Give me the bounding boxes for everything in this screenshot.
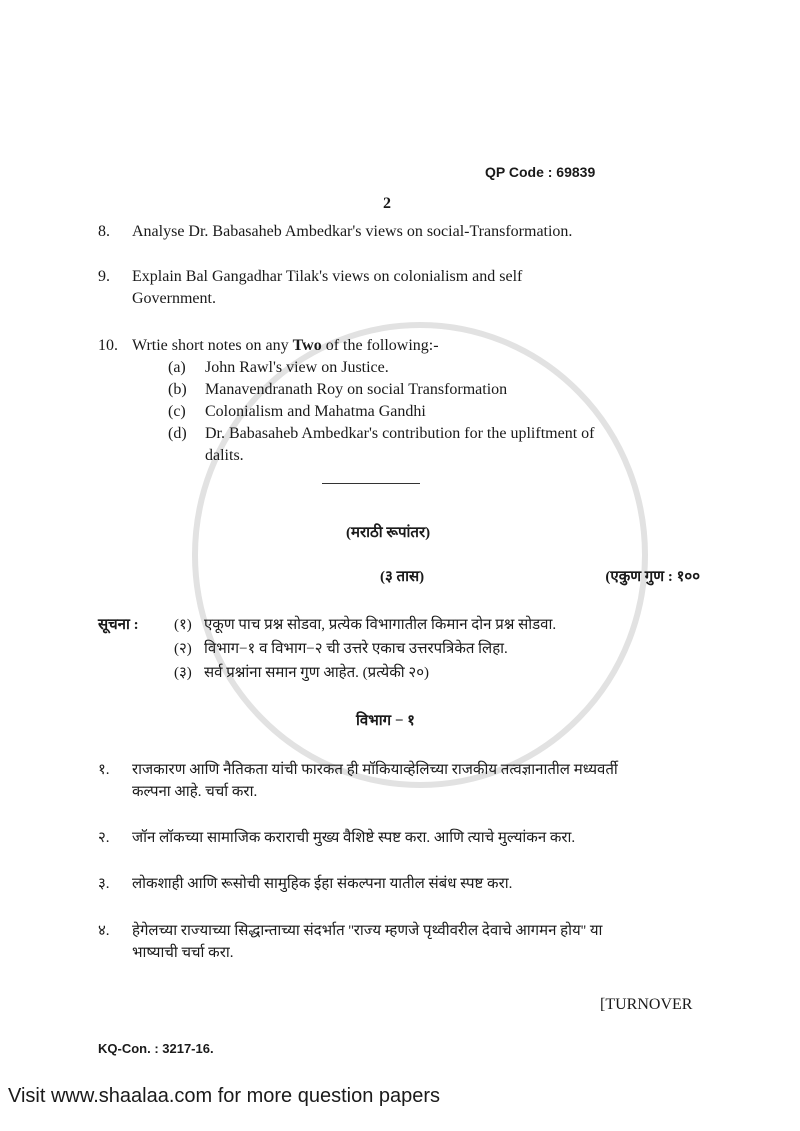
question-text	[132, 335, 700, 357]
question-text: भाष्याची चर्चा करा.	[132, 945, 234, 961]
instruction-text: विभाग−१ व विभाग−२ ची उत्तरे एकाच उत्तरपत्रिकेत लिहा.	[204, 641, 508, 657]
marathi-question-3	[98, 873, 700, 895]
intro-bold: Two	[292, 337, 322, 354]
section-heading: विभाग − १	[356, 713, 415, 729]
page-number: 2	[383, 195, 391, 212]
question-text: हेगेलच्या राज्याच्या सिद्धान्ताच्या संदर्भात ''राज्य म्हणजे पृथ्वीवरील देवाचे आगमन होय'' या	[132, 923, 603, 939]
question-text: लोकशाही आणि रूसोची सामुहिक ईहा संकल्पना यातील संबंध स्पष्ट करा.	[132, 876, 513, 892]
turnover-note: [TURNOVER	[600, 996, 693, 1013]
intro-text: of the following:-	[321, 337, 439, 354]
option-text: dalits.	[205, 447, 244, 464]
marathi-title: (मराठी रूपांतर)	[346, 525, 431, 541]
instruction-number: (२)	[174, 641, 192, 657]
instruction-3	[98, 662, 700, 684]
instructions-label: सूचना :	[98, 617, 139, 633]
question-text: कल्पना आहे. चर्चा करा.	[132, 784, 258, 800]
instruction-text: एकूण पाच प्रश्न सोडवा, प्रत्येक विभागातील किमान दोन प्रश्न सोडवा.	[204, 617, 557, 633]
option-text: Dr. Babasaheb Ambedkar's contribution for the upliftment of	[205, 425, 595, 442]
question-number: 10.	[98, 337, 118, 354]
duration: (३ तास)	[380, 569, 425, 585]
option-label: (a)	[168, 359, 186, 376]
question-8	[98, 221, 700, 243]
option-text: Manavendranath Roy on social Transformation	[205, 381, 508, 398]
question-9	[98, 266, 700, 310]
instruction-2	[98, 638, 700, 660]
option-d	[168, 423, 700, 467]
question-text: राजकारण आणि नैतिकता यांची फारकत ही मॉकियाव्हेलिच्या राजकीय तत्वज्ञानातील मध्यवर्ती	[132, 762, 618, 778]
option-label: (c)	[168, 403, 186, 420]
marathi-question-1	[98, 759, 700, 803]
question-number: २.	[98, 830, 110, 846]
question-text: Explain Bal Gangadhar Tilak's views on colonialism and self	[132, 268, 523, 285]
instruction-1	[98, 614, 700, 636]
intro-text: Wrtie short notes on any	[132, 337, 293, 354]
divider	[322, 483, 420, 484]
marathi-question-4	[98, 920, 700, 964]
option-c	[168, 401, 700, 423]
question-number: ४.	[98, 923, 110, 939]
option-text: John Rawl's view on Justice.	[205, 359, 389, 376]
instruction-text: सर्व प्रश्नांना समान गुण आहेत. (प्रत्येकी २०)	[204, 665, 430, 681]
question-number: ३.	[98, 876, 110, 892]
question-number: १.	[98, 762, 110, 778]
duration-row	[98, 566, 700, 588]
question-number: 9.	[98, 268, 110, 285]
footer-code: KQ-Con. : 3217-16.	[98, 1041, 214, 1056]
option-label: (b)	[168, 381, 187, 398]
option-label: (d)	[168, 425, 187, 442]
option-b	[168, 379, 700, 401]
question-text: Analyse Dr. Babasaheb Ambedkar's views on social-Transformation.	[132, 223, 573, 240]
option-a	[168, 357, 700, 379]
qp-code: QP Code : 69839	[485, 164, 596, 180]
question-number: 8.	[98, 223, 110, 240]
question-text: Government.	[132, 290, 216, 307]
site-footer-link[interactable]: Visit www.shaalaa.com for more question papers	[8, 1085, 441, 1107]
total-marks: (एकुण गुण : १००	[605, 569, 700, 585]
option-text: Colonialism and Mahatma Gandhi	[205, 403, 426, 420]
question-10	[98, 335, 700, 357]
question-text: जॉन लॉकच्या सामाजिक कराराची मुख्य वैशिष्टे स्पष्ट करा. आणि त्याचे मुल्यांकन करा.	[132, 830, 576, 846]
instruction-number: (३)	[174, 665, 192, 681]
marathi-question-2	[98, 827, 700, 849]
instruction-number: (१)	[174, 617, 192, 633]
